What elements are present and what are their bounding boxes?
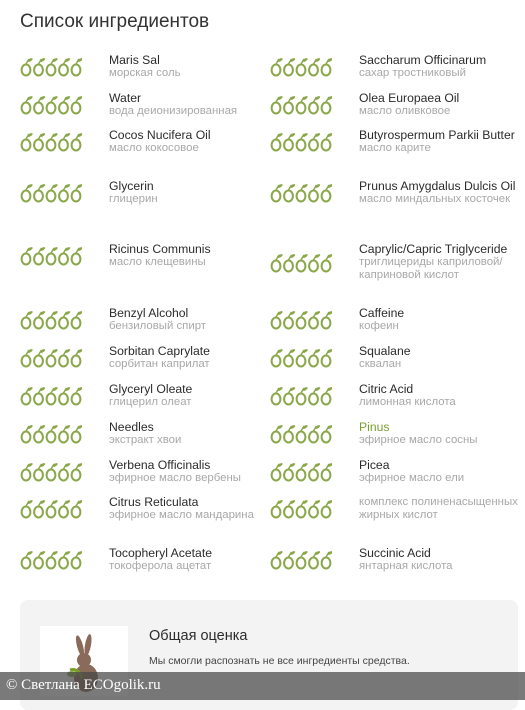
olive-icon [47,246,59,264]
olive-icon [47,499,59,517]
ingredient-name: Citrus Reticulata [109,495,199,509]
ingredient-description: масло миндальных косточек [359,193,511,205]
olive-rating [20,498,82,520]
ingredient-description: эфирное масло ели [359,472,465,484]
olive-rating [20,423,82,445]
olive-rating [270,498,332,520]
olive-icon [22,499,34,517]
ingredient-name: Benzyl Alcohol [109,306,189,320]
olive-icon [284,253,296,271]
olive-rating [270,94,332,116]
olive-icon [34,462,46,480]
olive-icon [59,386,71,404]
olive-icon [22,348,34,366]
ingredient-name: Needles [109,420,154,434]
ingredient-text [109,54,277,80]
olive-rating [270,461,332,483]
olive-icon [297,183,309,201]
olive-icon [72,132,82,150]
olive-icon [59,462,71,480]
watermark-text: © Светлана ECOgolik.ru [6,677,161,693]
ingredient-name: Caprylic/Capric Triglyceride [359,242,508,256]
olive-icon [322,424,332,442]
olive-icon [272,462,284,480]
olive-rating [270,423,332,445]
olive-icon [72,57,82,75]
ingredient-text [109,129,277,155]
ingredient-description: эфирное масло вербены [109,472,241,484]
olive-icon [284,183,296,201]
olive-icon [272,348,284,366]
ingredient-name: Maris Sal [109,53,160,67]
olive-icon [309,132,321,150]
olive-icon [272,550,284,568]
ingredient-name: Cocos Nucifera Oil [109,128,211,142]
olive-icon [72,550,82,568]
olive-icon [47,95,59,113]
ingredient-name: Sorbitan Caprylate [109,344,210,358]
ingredient-text [359,243,525,282]
olive-rating [20,182,82,204]
olive-icon [309,550,321,568]
olive-icon [322,348,332,366]
olive-icon [297,499,309,517]
olive-icon [297,424,309,442]
olive-icon [297,253,309,271]
olive-icon [34,499,46,517]
olive-icon [59,550,71,568]
olive-icon [322,386,332,404]
watermark [0,672,525,700]
olive-icon [59,132,71,150]
olive-icon [272,310,284,328]
olive-icon [72,499,82,517]
olive-icon [297,95,309,113]
ingredient-name: Picea [359,458,390,472]
olive-icon [22,183,34,201]
olive-icon [284,348,296,366]
olive-icon [34,424,46,442]
olive-icon [272,57,284,75]
ingredient-name: Caffeine [359,306,405,320]
ingredient-description: янтарная кислота [359,560,453,572]
ingredient-description: кофеин [359,320,399,332]
olive-icon [284,95,296,113]
ingredient-text [109,243,277,269]
olive-icon [272,424,284,442]
olive-icon [47,550,59,568]
olive-icon [284,424,296,442]
olive-rating [270,549,332,571]
overall-rating-note: Мы смогли распознать не все ингредиенты средства. [149,655,410,667]
olive-rating [20,131,82,153]
ingredient-text [359,92,525,118]
olive-icon [322,132,332,150]
ingredient-text [359,345,525,371]
olive-icon [297,132,309,150]
olive-icon [22,246,34,264]
olive-icon [47,132,59,150]
olive-icon [22,462,34,480]
olive-icon [59,310,71,328]
olive-icon [284,462,296,480]
olive-icon [34,183,46,201]
ingredient-name: Succinic Acid [359,546,431,560]
ingredient-text [359,307,525,333]
ingredient-text [109,496,277,522]
olive-icon [322,183,332,201]
ingredient-description: токоферола ацетат [109,560,212,572]
olive-icon [309,499,321,517]
olive-icon [72,424,82,442]
olive-icon [59,246,71,264]
olive-icon [309,183,321,201]
olive-icon [72,386,82,404]
ingredient-description: сорбитан каприлат [109,358,210,370]
olive-icon [22,424,34,442]
olive-icon [22,95,34,113]
olive-icon [272,499,284,517]
olive-icon [297,348,309,366]
ingredient-name: Citric Acid [359,382,414,396]
olive-icon [309,462,321,480]
olive-icon [272,95,284,113]
olive-icon [309,253,321,271]
ingredient-description: глицерин [109,193,158,205]
olive-icon [22,57,34,75]
ingredient-name: Squalane [359,344,411,358]
olive-icon [284,550,296,568]
olive-icon [297,550,309,568]
ingredient-name: Glycerin [109,179,154,193]
olive-rating [270,182,332,204]
olive-rating [20,549,82,571]
olive-icon [284,132,296,150]
overall-rating-title: Общая оценка [149,628,248,644]
ingredient-text [109,547,277,573]
olive-rating [270,347,332,369]
ingredient-text [359,129,525,155]
olive-rating [20,245,82,267]
olive-icon [47,348,59,366]
ingredient-name: Tocopheryl Acetate [109,546,212,560]
olive-icon [72,246,82,264]
ingredient-description: эфирное масло сосны [359,434,478,446]
ingredient-description: вода деионизированная [109,105,238,117]
ingredient-description: лимонная кислота [359,396,456,408]
ingredient-name: Verbena Officinalis [109,458,211,472]
olive-icon [34,246,46,264]
ingredient-description: масло оливковое [359,105,451,117]
ingredient-description: экстракт хвои [109,434,182,446]
olive-icon [297,462,309,480]
ingredient-name: Saccharum Officinarum [359,53,487,67]
ingredient-name: Ricinus Communis [109,242,211,256]
olive-icon [34,348,46,366]
olive-icon [322,550,332,568]
olive-icon [284,310,296,328]
ingredient-text [109,180,277,206]
ingredient-text [359,180,525,206]
ingredient-name: Prunus Amygdalus Dulcis Oil [359,179,516,193]
ingredient-description: сахар тростниковый [359,67,466,79]
ingredient-description: масло клещевины [109,256,206,268]
ingredient-text [359,383,525,409]
page-title: Список ингредиентов [20,11,210,32]
olive-icon [47,57,59,75]
olive-icon [322,499,332,517]
olive-icon [72,95,82,113]
olive-icon [22,132,34,150]
ingredient-text [359,496,525,522]
olive-rating [270,252,332,274]
olive-icon [297,386,309,404]
olive-rating [20,461,82,483]
ingredient-text [109,383,277,409]
olive-rating [270,56,332,78]
olive-icon [59,499,71,517]
olive-icon [297,310,309,328]
olive-rating [20,347,82,369]
olive-icon [272,253,284,271]
olive-icon [59,348,71,366]
ingredient-text [109,307,277,333]
olive-icon [72,348,82,366]
olive-icon [309,95,321,113]
olive-rating [20,94,82,116]
olive-icon [309,386,321,404]
olive-icon [309,57,321,75]
olive-icon [322,95,332,113]
ingredient-description: масло кокосовое [109,142,199,154]
olive-icon [34,310,46,328]
olive-icon [59,57,71,75]
ingredient-description: бензиловый спирт [109,320,207,332]
ingredient-name: Water [109,91,142,105]
olive-icon [47,386,59,404]
olive-icon [47,310,59,328]
olive-icon [34,132,46,150]
ingredient-text [359,547,525,573]
olive-icon [322,310,332,328]
olive-rating [20,385,82,407]
olive-icon [272,386,284,404]
olive-icon [22,310,34,328]
olive-icon [309,348,321,366]
ingredient-description: триглицериды каприловой/каприновой кислот [359,256,503,281]
ingredient-text [109,421,277,447]
olive-icon [34,386,46,404]
ingredient-description: сквалан [359,358,402,370]
olive-icon [322,253,332,271]
olive-icon [59,183,71,201]
olive-icon [22,386,34,404]
ingredient-text [359,459,525,485]
olive-icon [322,462,332,480]
olive-rating [20,56,82,78]
ingredient-name: Olea Europaea Oil [359,91,460,105]
ingredient-text [109,345,277,371]
olive-icon [59,95,71,113]
olive-icon [309,310,321,328]
ingredient-text [109,92,277,118]
ingredient-name[interactable]: Pinus [359,420,390,434]
olive-icon [309,424,321,442]
ingredient-name: Glyceryl Oleate [109,382,193,396]
ingredient-description: морская соль [109,67,181,79]
olive-rating [270,385,332,407]
olive-icon [47,424,59,442]
olive-icon [34,95,46,113]
olive-rating [270,131,332,153]
olive-icon [59,424,71,442]
olive-icon [272,132,284,150]
olive-icon [34,57,46,75]
olive-icon [272,183,284,201]
ingredient-name: Butyrospermum Parkii Butter [359,128,515,142]
olive-icon [297,57,309,75]
olive-icon [284,386,296,404]
olive-icon [322,57,332,75]
olive-icon [284,499,296,517]
ingredient-description: глицерил олеат [109,396,192,408]
ingredient-text [109,459,277,485]
ingredient-description: эфирное масло мандарина [109,509,254,521]
olive-rating [270,309,332,331]
olive-rating [20,309,82,331]
olive-icon [284,57,296,75]
olive-icon [47,183,59,201]
olive-icon [47,462,59,480]
ingredient-description: масло карите [359,142,431,154]
olive-icon [72,462,82,480]
ingredient-text [359,54,525,80]
olive-icon [72,310,82,328]
ingredient-text [359,421,525,447]
ingredient-description: комплекс полиненасыщенных жирных кислот [359,496,518,521]
olive-icon [34,550,46,568]
olive-icon [72,183,82,201]
olive-icon [22,550,34,568]
